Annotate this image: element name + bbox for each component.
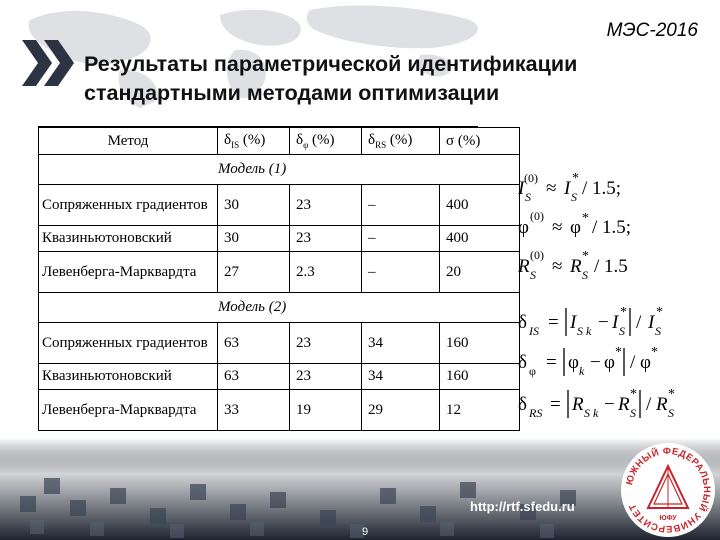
svg-text:(0): (0) xyxy=(530,248,544,262)
footer-band xyxy=(0,438,720,540)
method-cell: Сопряженных градиентов xyxy=(39,323,218,364)
value-cell: 34 xyxy=(362,364,440,390)
svg-text:S: S xyxy=(655,324,661,338)
svg-text:≈: ≈ xyxy=(552,256,563,277)
university-logo xyxy=(618,436,718,540)
svg-text:(0): (0) xyxy=(530,209,544,223)
formula-delta-phi xyxy=(518,345,658,378)
value-cell: 23 xyxy=(290,364,362,390)
svg-text:−: − xyxy=(604,394,615,415)
value-cell: 23 xyxy=(290,323,362,364)
svg-text:/ 1.5;: / 1.5; xyxy=(592,217,632,238)
value-cell: 400 xyxy=(440,185,520,226)
svg-text:φ: φ xyxy=(570,217,581,238)
results-table xyxy=(38,127,520,431)
chevron-icon xyxy=(22,40,80,86)
svg-text:*: * xyxy=(630,387,637,402)
svg-text:*: * xyxy=(620,305,627,320)
formula-phi-initial xyxy=(518,209,631,238)
footer-url[interactable]: http://rtf.sfedu.ru xyxy=(470,499,575,514)
model-1-label: Модель (1) xyxy=(39,155,520,185)
model-1-row xyxy=(39,155,520,185)
value-cell: 33 xyxy=(218,390,290,431)
svg-text:/: / xyxy=(646,394,652,415)
svg-text:*: * xyxy=(656,305,663,320)
value-cell: 400 xyxy=(440,226,520,252)
svg-text:I: I xyxy=(564,178,571,199)
svg-text:*: * xyxy=(668,387,675,402)
svg-text:*: * xyxy=(582,249,589,264)
svg-text:/ 1.5;: / 1.5; xyxy=(582,178,622,199)
col-header-delta-is: $\delta_{IS}$ (%) xyxy=(218,128,290,155)
svg-text:I: I xyxy=(648,312,655,333)
svg-text:S: S xyxy=(530,268,536,282)
svg-text:φ: φ xyxy=(518,217,529,238)
svg-text:S: S xyxy=(582,268,588,282)
svg-text:I: I xyxy=(570,312,577,333)
svg-text:/: / xyxy=(636,312,642,333)
conference-tag: МЭС-2016 xyxy=(606,20,698,41)
formula-is-initial xyxy=(517,171,621,204)
svg-text:R: R xyxy=(570,256,582,277)
svg-text:k: k xyxy=(579,364,585,378)
value-cell: 20 xyxy=(440,252,520,293)
value-cell: 29 xyxy=(362,390,440,431)
col-header-delta-phi: $\delta_\varphi$ (%) xyxy=(290,128,362,155)
value-cell: 160 xyxy=(440,323,520,364)
svg-text:=: = xyxy=(550,394,561,415)
svg-text:S k: S k xyxy=(584,406,599,420)
model-2-row xyxy=(39,293,520,323)
svg-text:φ: φ xyxy=(640,352,651,373)
value-cell: 23 xyxy=(290,226,362,252)
value-cell: – xyxy=(362,226,440,252)
svg-text:*: * xyxy=(651,345,658,360)
value-cell: 30 xyxy=(218,226,290,252)
table-row xyxy=(39,185,520,226)
svg-text:IS: IS xyxy=(529,324,539,338)
logo-abbr: ЮФУ xyxy=(659,515,677,522)
svg-text:R: R xyxy=(656,394,668,415)
value-cell: 27 xyxy=(218,252,290,293)
table-row xyxy=(39,364,520,390)
svg-text:=: = xyxy=(546,352,557,373)
value-cell: 30 xyxy=(218,185,290,226)
col-header-sigma: σ (%) xyxy=(440,128,520,155)
slide-title: Результаты параметрической идентификации стандартными методами оптимизации xyxy=(84,52,578,105)
method-cell: Квазиньютоновский xyxy=(39,364,218,390)
svg-text:φ: φ xyxy=(604,352,615,373)
logo-ring-text: ЮЖНЫЙ ФЕДЕРАЛЬНЫЙ УНИВЕРСИТЕТ xyxy=(624,445,713,535)
svg-text:R: R xyxy=(618,394,630,415)
svg-text:S: S xyxy=(525,190,531,204)
value-cell: 12 xyxy=(440,390,520,431)
table-row xyxy=(39,323,520,364)
svg-text:I: I xyxy=(612,312,619,333)
col-header-delta-rs: $\delta_{RS}$ (%) xyxy=(362,128,440,155)
method-cell: Левенберга-Марквардта xyxy=(39,252,218,293)
formula-rs-initial xyxy=(517,248,628,282)
svg-text:/: / xyxy=(630,352,636,373)
formula-delta-is xyxy=(518,305,663,338)
svg-text:≈: ≈ xyxy=(552,217,563,238)
svg-text:*: * xyxy=(615,345,622,360)
value-cell: – xyxy=(362,185,440,226)
svg-text:*: * xyxy=(572,171,579,186)
svg-text:I: I xyxy=(518,178,525,199)
table-row xyxy=(39,252,520,293)
table-row xyxy=(39,390,520,431)
svg-text:S k: S k xyxy=(577,324,592,338)
svg-text:φ: φ xyxy=(529,364,536,378)
value-cell: 2.3 xyxy=(290,252,362,293)
svg-text:−: − xyxy=(590,352,601,373)
model-2-label: Модель (2) xyxy=(39,293,520,323)
method-cell: Квазиньютоновский xyxy=(39,226,218,252)
formulas xyxy=(512,160,712,430)
svg-text:δ: δ xyxy=(518,352,527,373)
svg-text:−: − xyxy=(598,312,609,333)
method-cell: Сопряженных градиентов xyxy=(39,185,218,226)
value-cell: 63 xyxy=(218,364,290,390)
formula-delta-rs xyxy=(518,387,675,420)
svg-text:(0): (0) xyxy=(524,171,538,185)
svg-text:S: S xyxy=(619,324,625,338)
value-cell: 63 xyxy=(218,323,290,364)
value-cell: 34 xyxy=(362,323,440,364)
value-cell: – xyxy=(362,252,440,293)
svg-text:δ: δ xyxy=(518,312,527,333)
svg-text:S: S xyxy=(630,406,636,420)
method-cell: Левенберга-Марквардта xyxy=(39,390,218,431)
svg-text:R: R xyxy=(572,394,584,415)
value-cell: 19 xyxy=(290,390,362,431)
svg-text:R: R xyxy=(518,256,530,277)
table-header-row xyxy=(39,128,520,155)
value-cell: 23 xyxy=(290,185,362,226)
svg-text:φ: φ xyxy=(568,352,579,373)
svg-text:S: S xyxy=(571,190,577,204)
col-header-method: Метод xyxy=(39,128,218,155)
svg-text:RS: RS xyxy=(529,406,543,420)
svg-text:=: = xyxy=(548,312,559,333)
svg-text:*: * xyxy=(582,211,589,226)
value-cell: 160 xyxy=(440,364,520,390)
svg-text:δ: δ xyxy=(518,394,527,415)
page-number: 9 xyxy=(362,526,369,538)
svg-text:/ 1.5: / 1.5 xyxy=(594,256,628,277)
svg-text:S: S xyxy=(668,406,674,420)
table-row xyxy=(39,226,520,252)
svg-text:≈: ≈ xyxy=(546,178,557,199)
